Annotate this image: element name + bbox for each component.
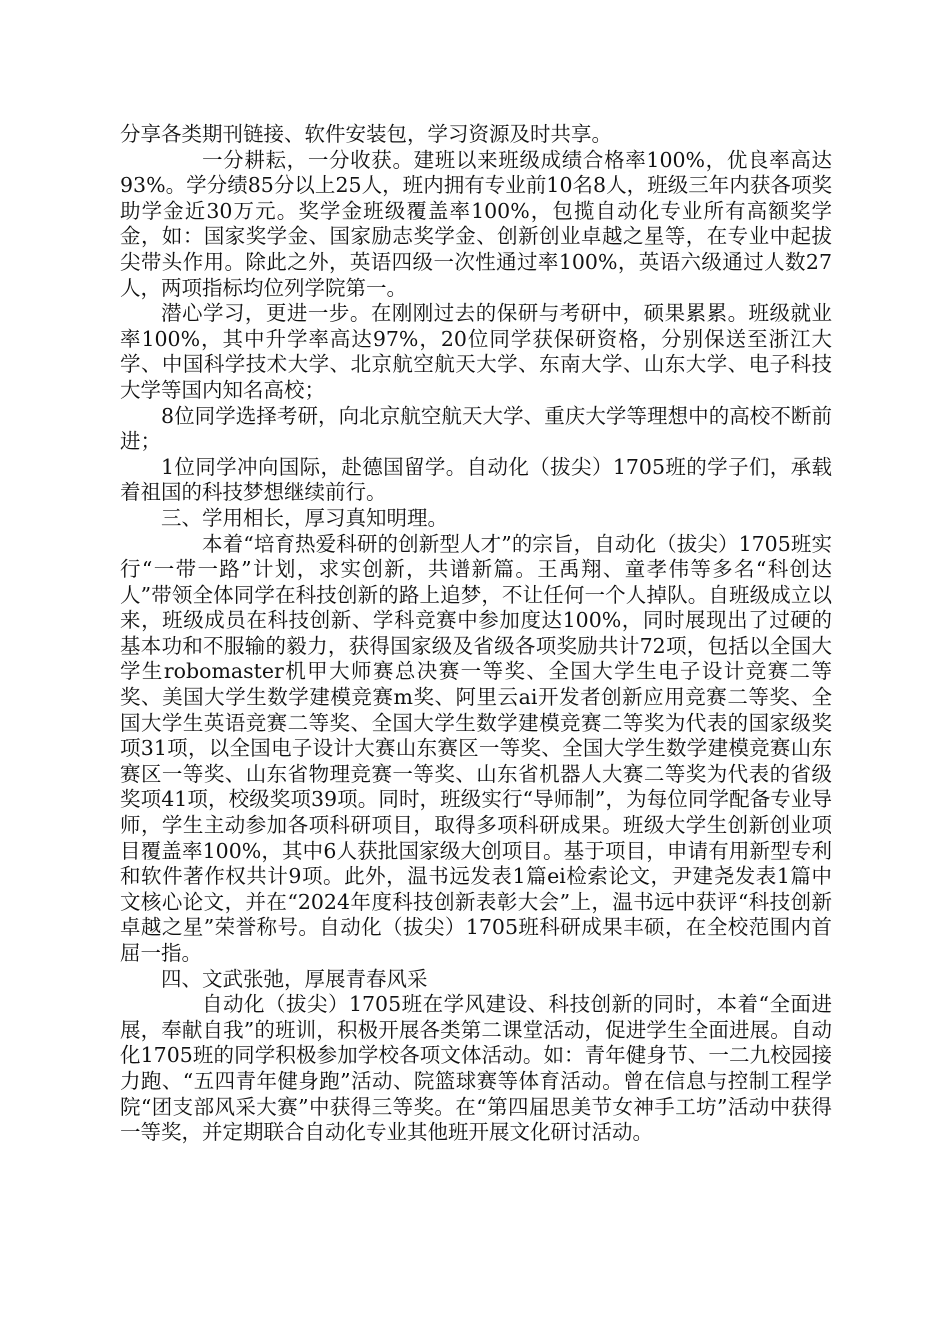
paragraph-research-innovation: 本着“培育热爱科研的创新型人才”的宗旨，自动化（拔尖）1705班实行“一带一路”计划，求实创新，共谱新篇。王禹翔、童孝伟等多名“科创达人”带领全体同学在科技创新的路上追梦，不让任何一个人掉队。自班级成立以来，班级成员在科技创新、学科竞赛中参加度达100%，同时展现出了过硬的基本功和不服输的毅力，获得国家级及省级各项奖励共计72项，包括以全国大学生robomaster机甲大师赛总决赛一等奖、全国大学生电子设计竞赛二等奖、美国大学生数学建模竞赛m奖、阿里云ai开发者创新应用竞赛二等奖、全国大学生英语竞赛二等奖、全国大学生数学建模竞赛二等奖为代表的国家级奖项31项，以全国电子设计大赛山东赛区一等奖、全国大学生数学建模竞赛山东赛区一等奖、山东省物理竞赛一等奖、山东省机器人大赛二等奖为代表的省级奖项41项，校级奖项39项。同时，班级实行“导师制”，为每位同学配备专业导师，学生主动参加各项科研项目，取得多项科研成果。班级大学生创新创业项目覆盖率100%，其中6人获批国家级大创项目。基于项目，申请有用新型专利和软件著作权共计9项。此外，温书远发表1篇ei检索论文，尹建尧发表1篇中文核心论文，并在“2024年度科技创新表彰大会”上，温书远中获评“科技创新卓越之星”荣誉称号。自动化（拔尖）1705班科研成果丰硕，在全校范围内首屈一指。	[120, 531, 832, 965]
section-heading-4: 四、文武张弛，厚展青春风采	[161, 966, 428, 991]
document-body	[120, 122, 832, 1146]
paragraph-study-abroad: 1位同学冲向国际，赴德国留学。自动化（拔尖）1705班的学子们，承载着祖国的科技梦想继续前行。	[120, 454, 832, 505]
paragraph-academic-results: 一分耕耘，一分收获。建班以来班级成绩合格率100%，优良率高达93%。学分绩85分以上25人，班内拥有专业前10名8人，班级三年内获各项奖助学金近30万元。奖学金班级覆盖率100%，包揽自动化专业所有高额奖学金，如：国家奖学金、国家励志奖学金、创新创业卓越之星等，在专业中起拔尖带头作用。除此之外，英语四级一次性通过率100%，英语六级通过人数27人，两项指标均位列学院第一。	[120, 147, 832, 300]
paragraph-exam-students: 8位同学选择考研，向北京航空航天大学、重庆大学等理想中的高校不断前进；	[120, 403, 832, 454]
paragraph-postgraduate: 潜心学习，更进一步。在刚刚过去的保研与考研中，硕果累累。班级就业率100%，其中升学率高达97%，20位同学获保研资格，分别保送至浙江大学、中国科学技术大学、北京航空航天大学、东南大学、山东大学、电子科技大学等国内知名高校；	[120, 301, 832, 402]
paragraph-culture-sports: 自动化（拔尖）1705班在学风建设、科技创新的同时，本着“全面进展，奉献自我”的班训，积极开展各类第二课堂活动，促进学生全面进展。自动化1705班的同学积极参加学校各项文体活动。如：青年健身节、一二九校园接力跑、“五四青年健身跑”活动、院篮球赛等体育活动。曾在信息与控制工程学院“团支部风采大赛”中获得三等奖。在“第四届思美节女神手工坊”活动中获得一等奖，并定期联合自动化专业其他班开展文化研讨活动。	[120, 992, 832, 1145]
paragraph-resource-sharing: 分享各类期刊链接、软件安装包，学习资源及时共享。	[120, 122, 612, 146]
section-heading-3: 三、学用相长，厚习真知明理。	[161, 505, 448, 530]
